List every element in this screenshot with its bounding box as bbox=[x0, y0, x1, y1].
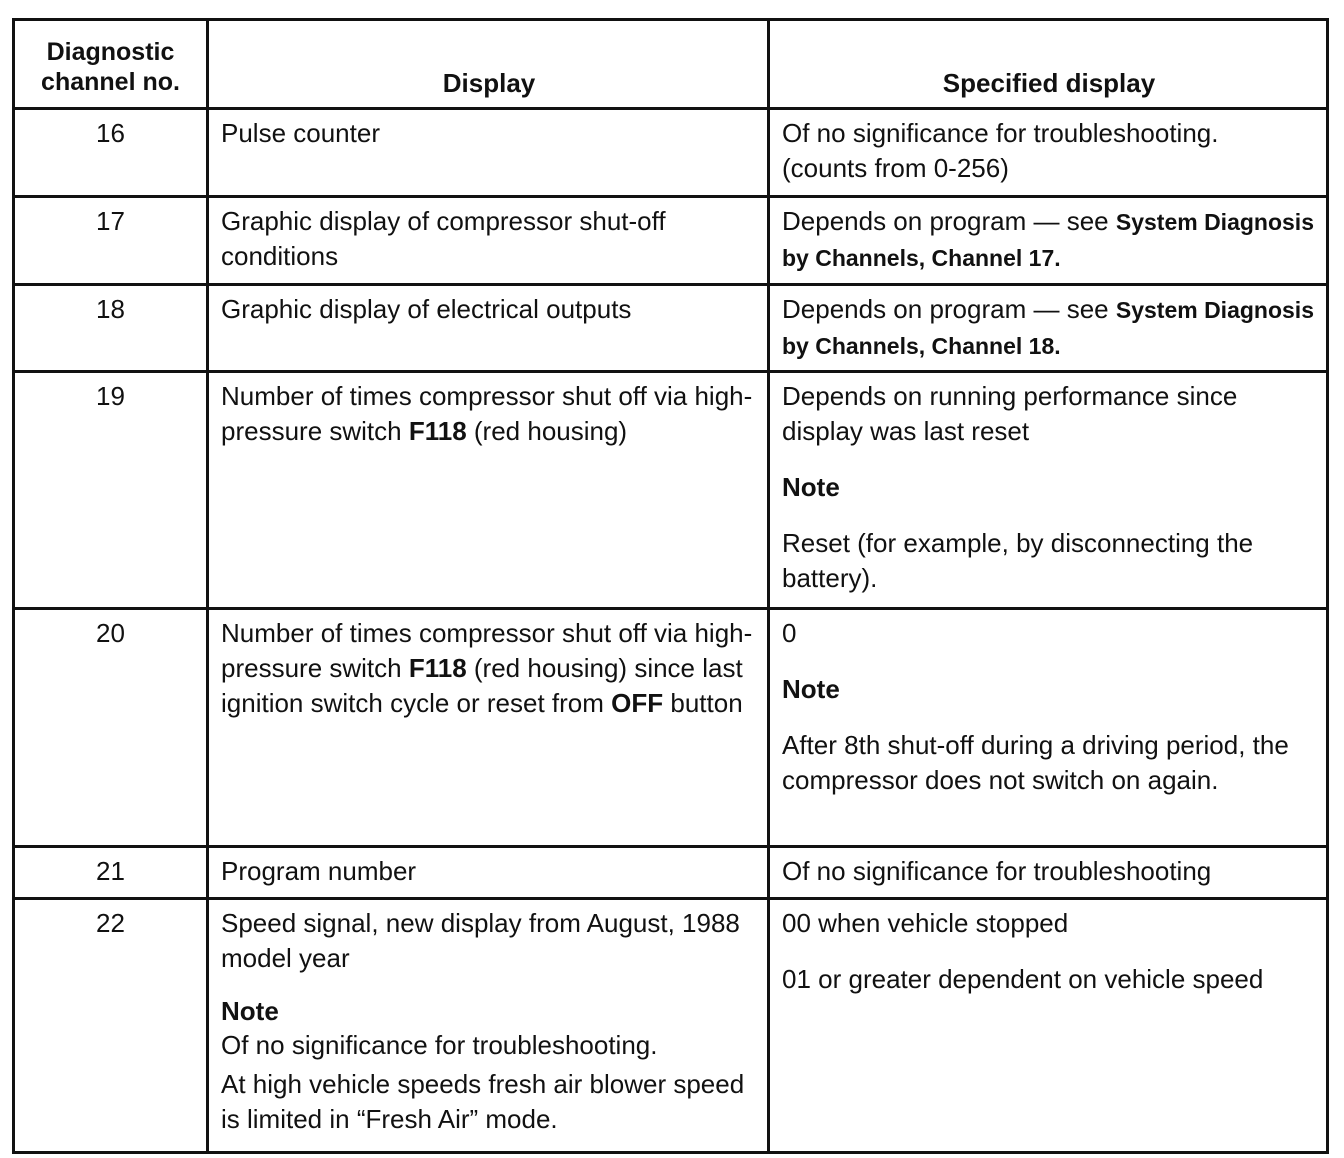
specified-display-cell bbox=[769, 372, 1328, 609]
display-text: Number of times compressor shut off via high-pressure switch bbox=[221, 618, 753, 683]
display-text: (red housing) bbox=[466, 416, 628, 446]
display-cell: Program number bbox=[208, 847, 769, 899]
specified-text: Depends on program — see bbox=[782, 294, 1116, 324]
channel-number-cell: 17 bbox=[14, 197, 208, 285]
channel-number-cell: 20 bbox=[14, 609, 208, 847]
diagnostic-channel-table bbox=[12, 18, 1329, 1154]
component-code: F118 bbox=[408, 653, 467, 683]
header-display: Display bbox=[208, 20, 769, 109]
table-row bbox=[14, 609, 1328, 847]
header-specified-display: Specified display bbox=[769, 20, 1328, 109]
specified-display-cell bbox=[769, 609, 1328, 847]
note-text: At high vehicle speeds fresh air blower speed is limited in “Fresh Air” mode. bbox=[221, 1069, 745, 1134]
display-cell bbox=[208, 609, 769, 847]
display-cell: Graphic display of compressor shut-off conditions bbox=[208, 197, 769, 285]
specified-display-cell bbox=[769, 899, 1328, 1153]
specified-text: Depends on running performance since display was last reset bbox=[782, 381, 1238, 446]
specified-display-cell bbox=[769, 109, 1328, 197]
specified-value: 0 bbox=[782, 618, 797, 648]
cross-reference-channel: Channel 18. bbox=[925, 333, 1061, 359]
off-button-label: OFF bbox=[611, 688, 664, 718]
specified-text: (counts from 0-256) bbox=[782, 153, 1009, 183]
display-text: Number of times compressor shut off via high-pressure switch bbox=[221, 381, 753, 446]
table-row bbox=[14, 285, 1328, 372]
cross-reference: System Diagnosis by Channels, bbox=[782, 209, 1314, 271]
display-cell bbox=[208, 899, 769, 1153]
cross-reference-channel: Channel 17. bbox=[925, 245, 1061, 271]
display-cell bbox=[208, 372, 769, 609]
header-channel-line1: Diagnostic bbox=[46, 38, 175, 66]
note-text: Of no significance for troubleshooting. bbox=[221, 1030, 658, 1060]
display-text: Speed signal, new display from August, 1988 model year bbox=[221, 908, 740, 973]
specified-display-cell: Of no significance for troubleshooting bbox=[769, 847, 1328, 899]
channel-number-cell: 21 bbox=[14, 847, 208, 899]
specified-text: 01 or greater dependent on vehicle speed bbox=[782, 964, 1264, 994]
channel-number-cell: 18 bbox=[14, 285, 208, 372]
display-text: button bbox=[663, 688, 743, 718]
display-text: (red housing) since last ignition switch cycle or reset from bbox=[221, 653, 743, 718]
header-channel-no bbox=[14, 20, 208, 109]
note-label: Note bbox=[782, 674, 840, 704]
note-text: After 8th shut-off during a driving period, the compressor does not switch on again. bbox=[782, 730, 1289, 795]
table-row bbox=[14, 109, 1328, 197]
display-cell: Graphic display of electrical outputs bbox=[208, 285, 769, 372]
cross-reference: System Diagnosis by Channels, bbox=[782, 297, 1314, 359]
table-row bbox=[14, 847, 1328, 899]
specified-display-cell bbox=[769, 197, 1328, 285]
note-text: Reset (for example, by disconnecting the battery). bbox=[782, 528, 1254, 593]
note-label: Note bbox=[782, 472, 840, 502]
table-row bbox=[14, 372, 1328, 609]
channel-number-cell: 19 bbox=[14, 372, 208, 609]
header-channel-line2: channel no. bbox=[41, 68, 180, 96]
specified-text: Of no significance for troubleshooting. bbox=[782, 118, 1219, 148]
table-row bbox=[14, 899, 1328, 1153]
specified-display-cell bbox=[769, 285, 1328, 372]
channel-number-cell: 16 bbox=[14, 109, 208, 197]
specified-text: Depends on program — see bbox=[782, 206, 1116, 236]
table-row bbox=[14, 197, 1328, 285]
component-code: F118 bbox=[408, 416, 467, 446]
header-row bbox=[14, 20, 1328, 109]
specified-text: 00 when vehicle stopped bbox=[782, 908, 1069, 938]
display-cell: Pulse counter bbox=[208, 109, 769, 197]
note-label: Note bbox=[221, 996, 279, 1026]
channel-number-cell: 22 bbox=[14, 899, 208, 1153]
